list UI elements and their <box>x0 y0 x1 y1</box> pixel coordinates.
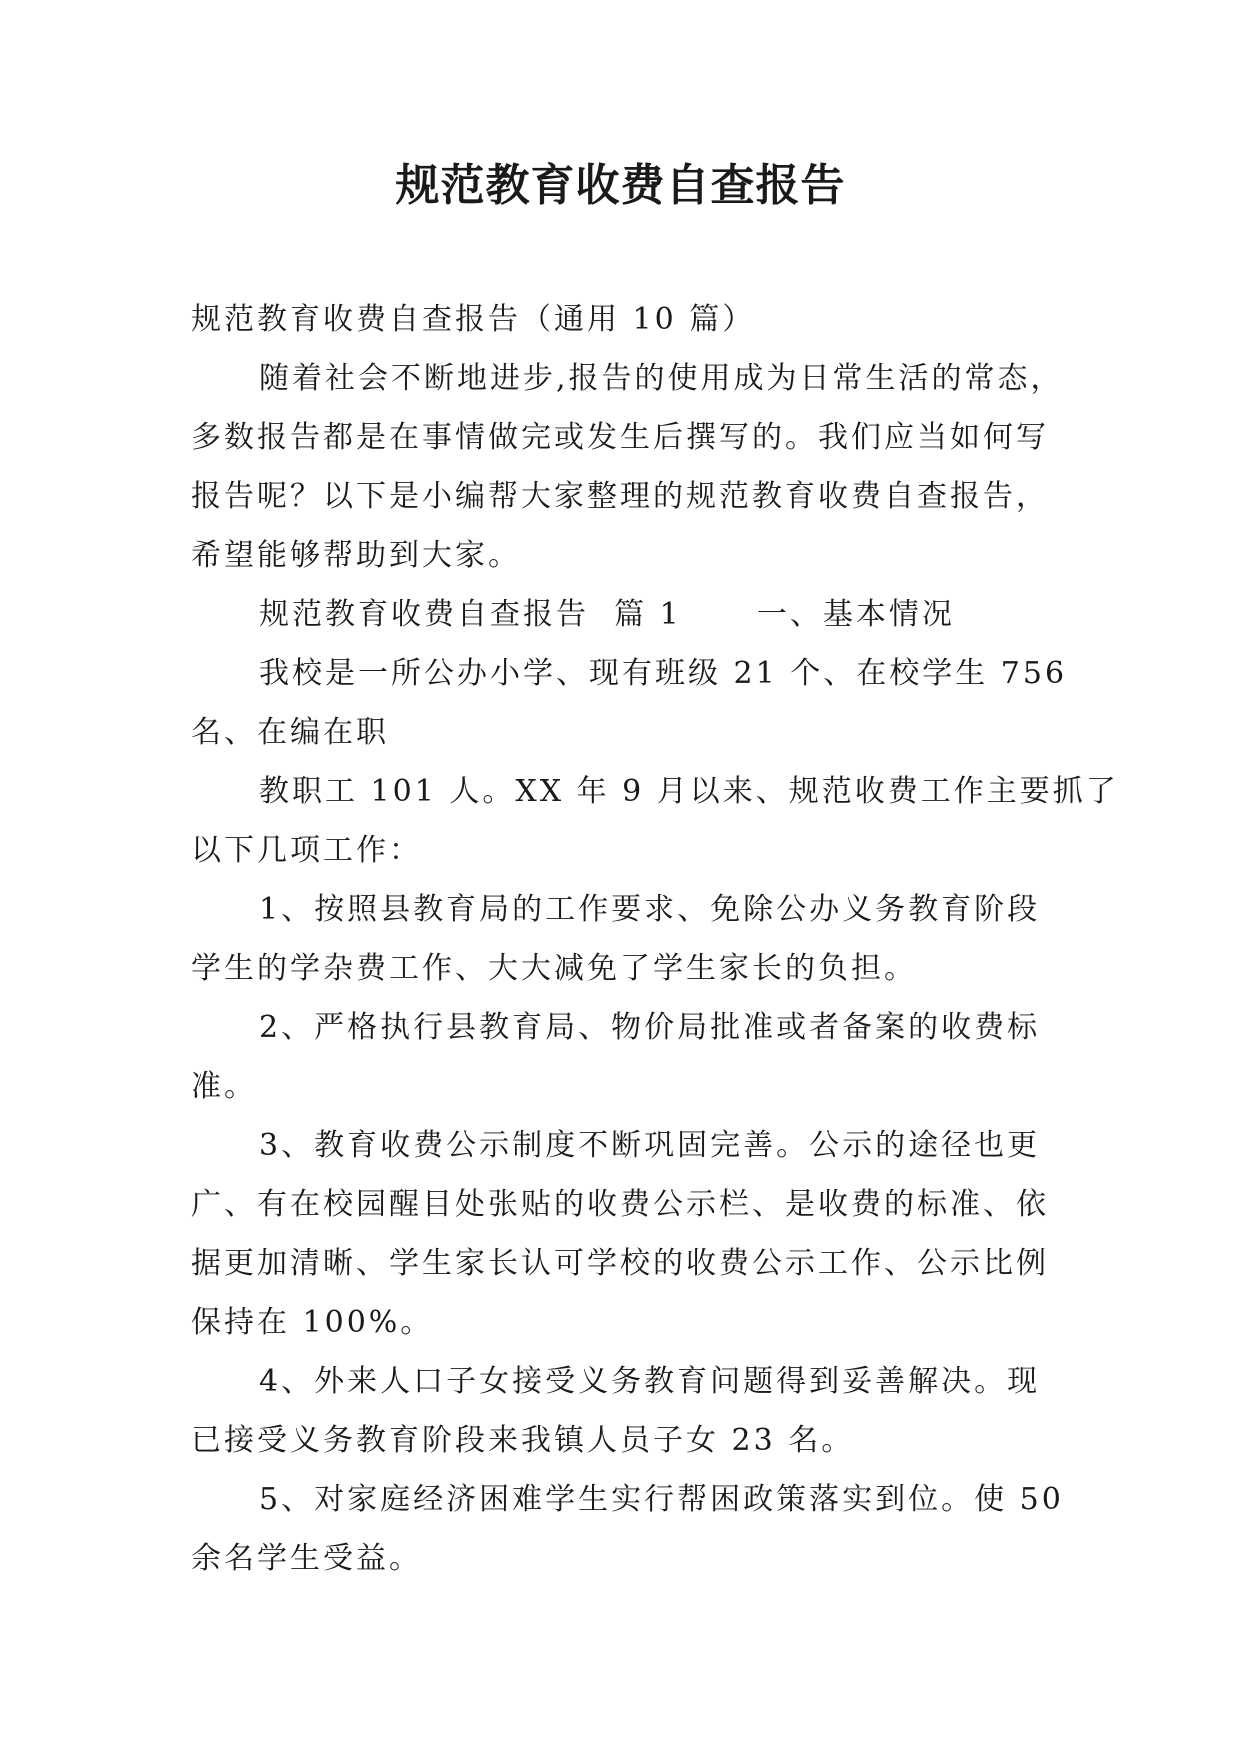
text-line: 已接受义务教育阶段来我镇人员子女 23 名。 <box>191 1423 855 1458</box>
text-line: 保持在 100%。 <box>191 1305 434 1340</box>
paragraph <box>191 762 1119 880</box>
text-line: 希望能够帮助到大家。 <box>191 538 521 573</box>
text-line: 教职工 101 人。XX 年 9 月以来、规范收费工作主要抓了 <box>259 774 1119 809</box>
paragraph <box>191 585 1071 644</box>
text-line: 余名学生受益。 <box>191 1541 422 1576</box>
text-line: 3、教育收费公示制度不断巩固完善。公示的途径也更 <box>259 1128 1041 1163</box>
text-line: 1、按照县教育局的工作要求、免除公办义务教育阶段 <box>259 892 1041 927</box>
text-line: 我校是一所公办小学、现有班级 21 个、在校学生 756 <box>259 656 1068 691</box>
paragraph <box>191 644 1071 762</box>
paragraph <box>191 349 1071 585</box>
document-body <box>191 290 1119 1588</box>
paragraph <box>191 880 1071 998</box>
text-line: 报告呢？以下是小编帮大家整理的规范教育收费自查报告， <box>191 479 1049 514</box>
text-line: 规范教育收费自查报告（通用 10 篇） <box>191 302 756 337</box>
text-line: 规范教育收费自查报告 篇 1 一、基本情况 <box>259 597 955 632</box>
text-line: 2、严格执行县教育局、物价局批准或者备案的收费标 <box>259 1010 1041 1045</box>
paragraph <box>191 998 1071 1116</box>
text-line: 随着社会不断地进步,报告的使用成为日常生活的常态， <box>259 361 1064 396</box>
text-line: 据更加清晰、学生家长认可学校的收费公示工作、公示比例 <box>191 1246 1049 1281</box>
paragraph <box>191 1470 1071 1588</box>
text-line: 名、在编在职 <box>191 715 389 750</box>
text-line: 5、对家庭经济困难学生实行帮困政策落实到位。使 50 <box>259 1482 1064 1517</box>
paragraph <box>191 290 1071 349</box>
text-line: 多数报告都是在事情做完或发生后撰写的。我们应当如何写 <box>191 420 1049 455</box>
document-title: 规范教育收费自查报告 <box>395 160 846 211</box>
text-line: 准。 <box>191 1069 257 1104</box>
text-line: 以下几项工作： <box>191 833 422 868</box>
paragraph <box>191 1352 1071 1470</box>
text-line: 学生的学杂费工作、大大减免了学生家长的负担。 <box>191 951 917 986</box>
paragraph <box>191 1116 1071 1352</box>
text-line: 4、外来人口子女接受义务教育问题得到妥善解决。现 <box>259 1364 1041 1399</box>
text-line: 广、有在校园醒目处张贴的收费公示栏、是收费的标准、依 <box>191 1187 1049 1222</box>
